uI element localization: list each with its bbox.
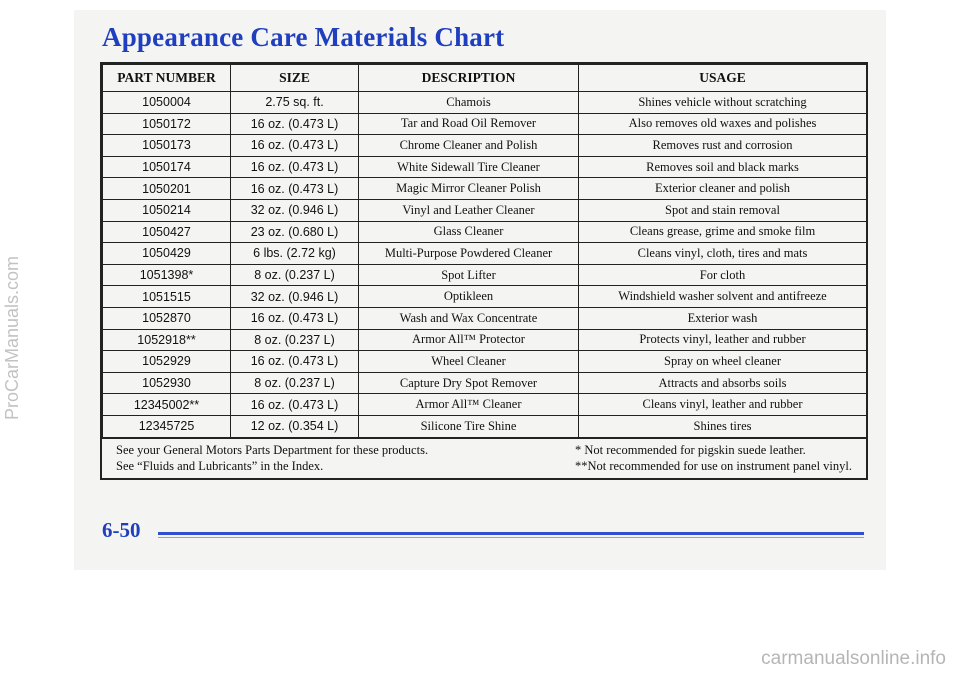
cell-size: 2.75 sq. ft. [231, 92, 359, 114]
cell-description: Vinyl and Leather Cleaner [359, 199, 579, 221]
table-row [103, 351, 867, 373]
cell-description: Silicone Tire Shine [359, 415, 579, 437]
table-row [103, 156, 867, 178]
cell-size: 16 oz. (0.473 L) [231, 135, 359, 157]
header-description: DESCRIPTION [359, 65, 579, 92]
manual-page [74, 10, 886, 570]
cell-part-number: 1050004 [103, 92, 231, 114]
cell-description: White Sidewall Tire Cleaner [359, 156, 579, 178]
footnotes [102, 438, 866, 478]
cell-usage: Cleans vinyl, cloth, tires and mats [579, 243, 867, 265]
cell-usage: Attracts and absorbs soils [579, 372, 867, 394]
cell-usage: Protects vinyl, leather and rubber [579, 329, 867, 351]
cell-description: Armor All™ Protector [359, 329, 579, 351]
cell-usage: Also removes old waxes and polishes [579, 113, 867, 135]
table-row [103, 307, 867, 329]
cell-usage: Spot and stain removal [579, 199, 867, 221]
footnote-right [575, 442, 852, 474]
cell-part-number: 1050429 [103, 243, 231, 265]
cell-size: 32 oz. (0.946 L) [231, 199, 359, 221]
cell-size: 16 oz. (0.473 L) [231, 394, 359, 416]
cell-description: Magic Mirror Cleaner Polish [359, 178, 579, 200]
cell-description: Spot Lifter [359, 264, 579, 286]
cell-part-number: 1052930 [103, 372, 231, 394]
header-size: SIZE [231, 65, 359, 92]
cell-part-number: 12345725 [103, 415, 231, 437]
table-row [103, 286, 867, 308]
cell-description: Chamois [359, 92, 579, 114]
table-row [103, 243, 867, 265]
cell-part-number: 1050172 [103, 113, 231, 135]
cell-part-number: 1050214 [103, 199, 231, 221]
header-part-number: PART NUMBER [103, 65, 231, 92]
cell-usage: Cleans vinyl, leather and rubber [579, 394, 867, 416]
cell-description: Glass Cleaner [359, 221, 579, 243]
cell-size: 23 oz. (0.680 L) [231, 221, 359, 243]
cell-description: Optikleen [359, 286, 579, 308]
table-row [103, 92, 867, 114]
cell-size: 8 oz. (0.237 L) [231, 264, 359, 286]
table-row [103, 221, 867, 243]
cell-description: Chrome Cleaner and Polish [359, 135, 579, 157]
footer-rule-thin [158, 537, 864, 538]
footnote-double-star: **Not recommended for use on instrument panel vinyl. [574, 458, 852, 473]
cell-description: Armor All™ Cleaner [359, 394, 579, 416]
cell-usage: Removes soil and black marks [579, 156, 867, 178]
cell-part-number: 1052929 [103, 351, 231, 373]
cell-size: 8 oz. (0.237 L) [231, 372, 359, 394]
side-watermark: ProCarManuals.com [2, 255, 22, 420]
cell-usage: Windshield washer solvent and antifreeze [579, 286, 867, 308]
cell-description: Wheel Cleaner [359, 351, 579, 373]
cell-part-number: 1050427 [103, 221, 231, 243]
cell-part-number: 1051515 [103, 286, 231, 308]
header-usage: USAGE [579, 65, 867, 92]
cell-usage: Spray on wheel cleaner [579, 351, 867, 373]
cell-part-number: 1050201 [103, 178, 231, 200]
cell-description: Multi-Purpose Powdered Cleaner [359, 243, 579, 265]
footnote-fluids: See “Fluids and Lubricants” in the Index. [116, 458, 324, 473]
cell-part-number: 1051398* [103, 264, 231, 286]
table-row [103, 113, 867, 135]
cell-size: 6 lbs. (2.72 kg) [231, 243, 359, 265]
table-row [103, 135, 867, 157]
page-title: Appearance Care Materials Chart [102, 22, 505, 52]
cell-description: Tar and Road Oil Remover [359, 113, 579, 135]
footnote-parts-dept: See your General Motors Parts Department for these products. [116, 442, 429, 457]
cell-usage: Exterior cleaner and polish [579, 178, 867, 200]
table-header-row [103, 65, 867, 92]
cell-size: 16 oz. (0.473 L) [231, 178, 359, 200]
cell-size: 16 oz. (0.473 L) [231, 113, 359, 135]
bottom-watermark: carmanualsonline.info [761, 648, 946, 669]
table-body [103, 92, 867, 438]
table-row [103, 394, 867, 416]
cell-part-number: 1052870 [103, 307, 231, 329]
table-row [103, 264, 867, 286]
cell-usage: Shines vehicle without scratching [579, 92, 867, 114]
cell-size: 16 oz. (0.473 L) [231, 307, 359, 329]
table-row [103, 178, 867, 200]
cell-part-number: 1052918** [103, 329, 231, 351]
cell-usage: Cleans grease, grime and smoke film [579, 221, 867, 243]
cell-description: Capture Dry Spot Remover [359, 372, 579, 394]
cell-size: 16 oz. (0.473 L) [231, 156, 359, 178]
cell-part-number: 1050173 [103, 135, 231, 157]
cell-size: 32 oz. (0.946 L) [231, 286, 359, 308]
cell-size: 8 oz. (0.237 L) [231, 329, 359, 351]
footer-rule [158, 532, 864, 535]
footnote-left [116, 442, 428, 474]
cell-usage: For cloth [579, 264, 867, 286]
cell-size: 16 oz. (0.473 L) [231, 351, 359, 373]
cell-description: Wash and Wax Concentrate [359, 307, 579, 329]
cell-size: 12 oz. (0.354 L) [231, 415, 359, 437]
cell-part-number: 12345002** [103, 394, 231, 416]
table-row [103, 199, 867, 221]
cell-part-number: 1050174 [103, 156, 231, 178]
cell-usage: Shines tires [579, 415, 867, 437]
materials-chart [100, 62, 868, 480]
table-row [103, 372, 867, 394]
cell-usage: Exterior wash [579, 307, 867, 329]
table-row [103, 415, 867, 437]
page-number: 6-50 [102, 518, 141, 542]
footnote-single-star: * Not recommended for pigskin suede leather. [574, 442, 806, 457]
table-row [103, 329, 867, 351]
materials-table [102, 64, 867, 438]
cell-usage: Removes rust and corrosion [579, 135, 867, 157]
